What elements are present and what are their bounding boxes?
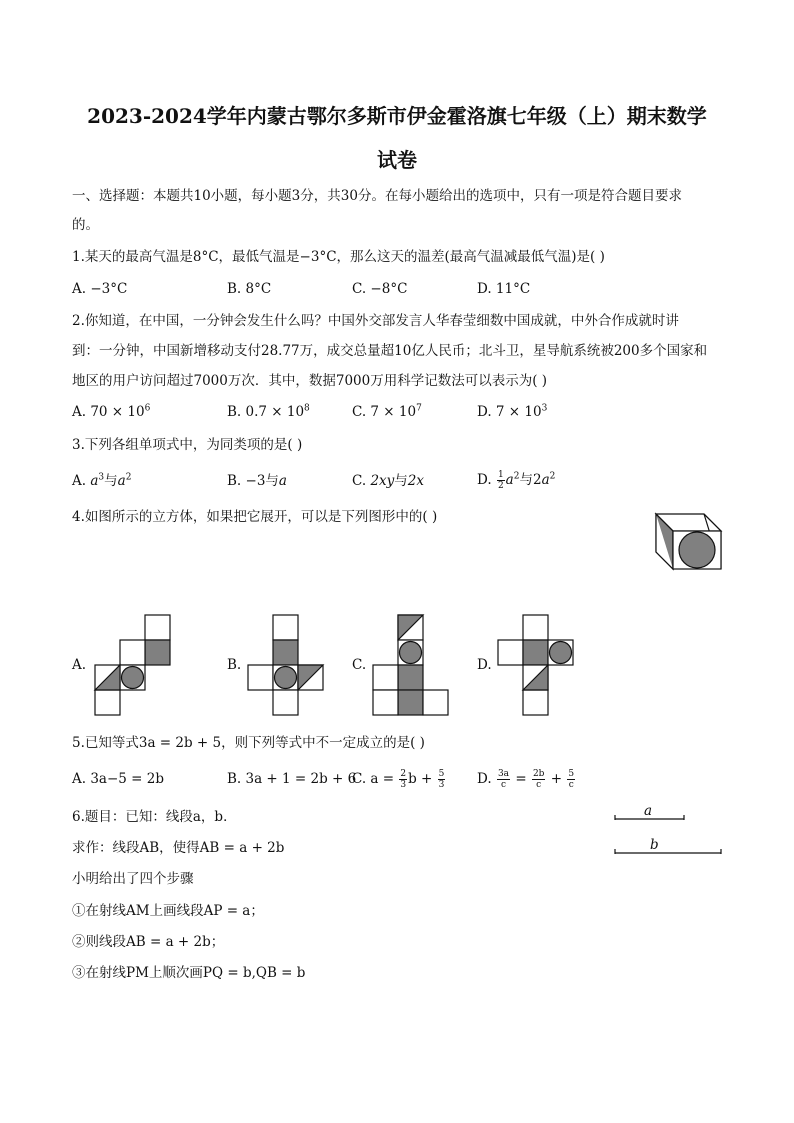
q2-option-a: A. $70 \times 10^6$ — [72, 403, 151, 420]
q6-step-1: ①在射线AM上画线段AP = a； — [72, 903, 264, 919]
q3-option-d: D. $\frac{1}{2}$ $a^2$与$2a^2$ — [477, 470, 556, 491]
q5-option-a: A. 3a−5 = 2b — [72, 771, 164, 787]
q2-option-d: D. $7 \times 10^3$ — [477, 403, 548, 420]
q6-step-2: ②则线段AB = a + 2b； — [72, 934, 225, 950]
q5-option-d: D. $\frac{3a}{c}$ = $\frac{2b}{c}$ + $\frac{5}{c}$ — [477, 769, 575, 790]
section-instructions-line1: 一、选择题：本题共10小题，每小题3分，共30分。在每小题给出的选项中，只有一项是符合题目要求 — [72, 188, 682, 204]
q4-option-b-label: B. — [227, 657, 242, 673]
q1-option-d: D. 11°C — [477, 281, 531, 297]
q6-stem-line2: 求作：线段AB，使得AB = a + 2b — [72, 840, 285, 856]
q6-step-3: ③在射线PM上顺次画PQ = b,QB = b — [72, 965, 306, 981]
section-instructions-line2: 的。 — [72, 217, 99, 233]
q5-option-b: B. 3a + 1 = 2b + 6 — [227, 771, 357, 787]
q3-option-b: B. −3与a — [227, 473, 287, 489]
q4-option-d-label: D. — [477, 657, 492, 673]
q1-option-a: A. −3°C — [72, 281, 128, 297]
q1-option-b: B. 8°C — [227, 281, 272, 297]
net-option-d — [497, 614, 577, 720]
q6-stem-line3: 小明给出了四个步骤 — [72, 871, 194, 887]
net-option-a — [94, 614, 174, 720]
segment-b-label: b — [650, 837, 659, 853]
q3-option-a: A. $a^3$与$a^2$ — [72, 472, 132, 489]
segment-a — [614, 814, 686, 824]
cube-figure — [655, 513, 723, 571]
q2-option-c: C. $7 \times 10^7$ — [352, 403, 422, 420]
net-option-b — [247, 614, 327, 720]
q2-stem-line2: 到：一分钟，中国新增移动支付28.77万，成交总量超10亿人民币；北斗卫，星导航系统被200多个国家和 — [72, 343, 708, 359]
q4-stem: 4.如图所示的立方体，如果把它展开，可以是下列图形中的( ) — [72, 509, 438, 525]
q3-option-c: C. 2xy与2x — [352, 473, 424, 489]
segment-b — [614, 848, 724, 858]
q5-option-c: C. a = $\frac{2}{3}$ b + $\frac{5}{3}$ — [352, 769, 445, 790]
q6-stem-line1: 6.题目：已知：线段a，b． — [72, 809, 237, 825]
q4-option-c-label: C. — [352, 657, 367, 673]
q2-option-b: B. $0.7 \times 10^8$ — [227, 403, 310, 420]
q3-stem: 3.下列各组单项式中，为同类项的是( ) — [72, 437, 303, 453]
q5-stem: 5.已知等式3a = 2b + 5，则下列等式中不一定成立的是( ) — [72, 735, 425, 751]
net-option-c — [372, 614, 452, 720]
q1-option-c: C. −8°C — [352, 281, 408, 297]
q1-stem: 1.某天的最高气温是8°C，最低气温是−3°C，那么这天的温差(最高气温减最低气温)是( ) — [72, 249, 605, 265]
segment-a-label: a — [644, 803, 653, 819]
paper-title-line2: 试卷 — [377, 148, 417, 172]
q4-option-a-label: A. — [72, 657, 87, 673]
paper-title-line1: 2023-2024学年内蒙古鄂尔多斯市伊金霍洛旗七年级（上）期末数学 — [87, 104, 707, 128]
q2-stem-line1: 2.你知道，在中国，一分钟会发生什么吗？中国外交部发言人华春莹细数中国成就，中外合作成就时讲 — [72, 313, 679, 329]
q2-stem-line3: 地区的用户访问超过7000万次．其中，数据7000万用科学记数法可以表示为( ) — [72, 373, 548, 389]
